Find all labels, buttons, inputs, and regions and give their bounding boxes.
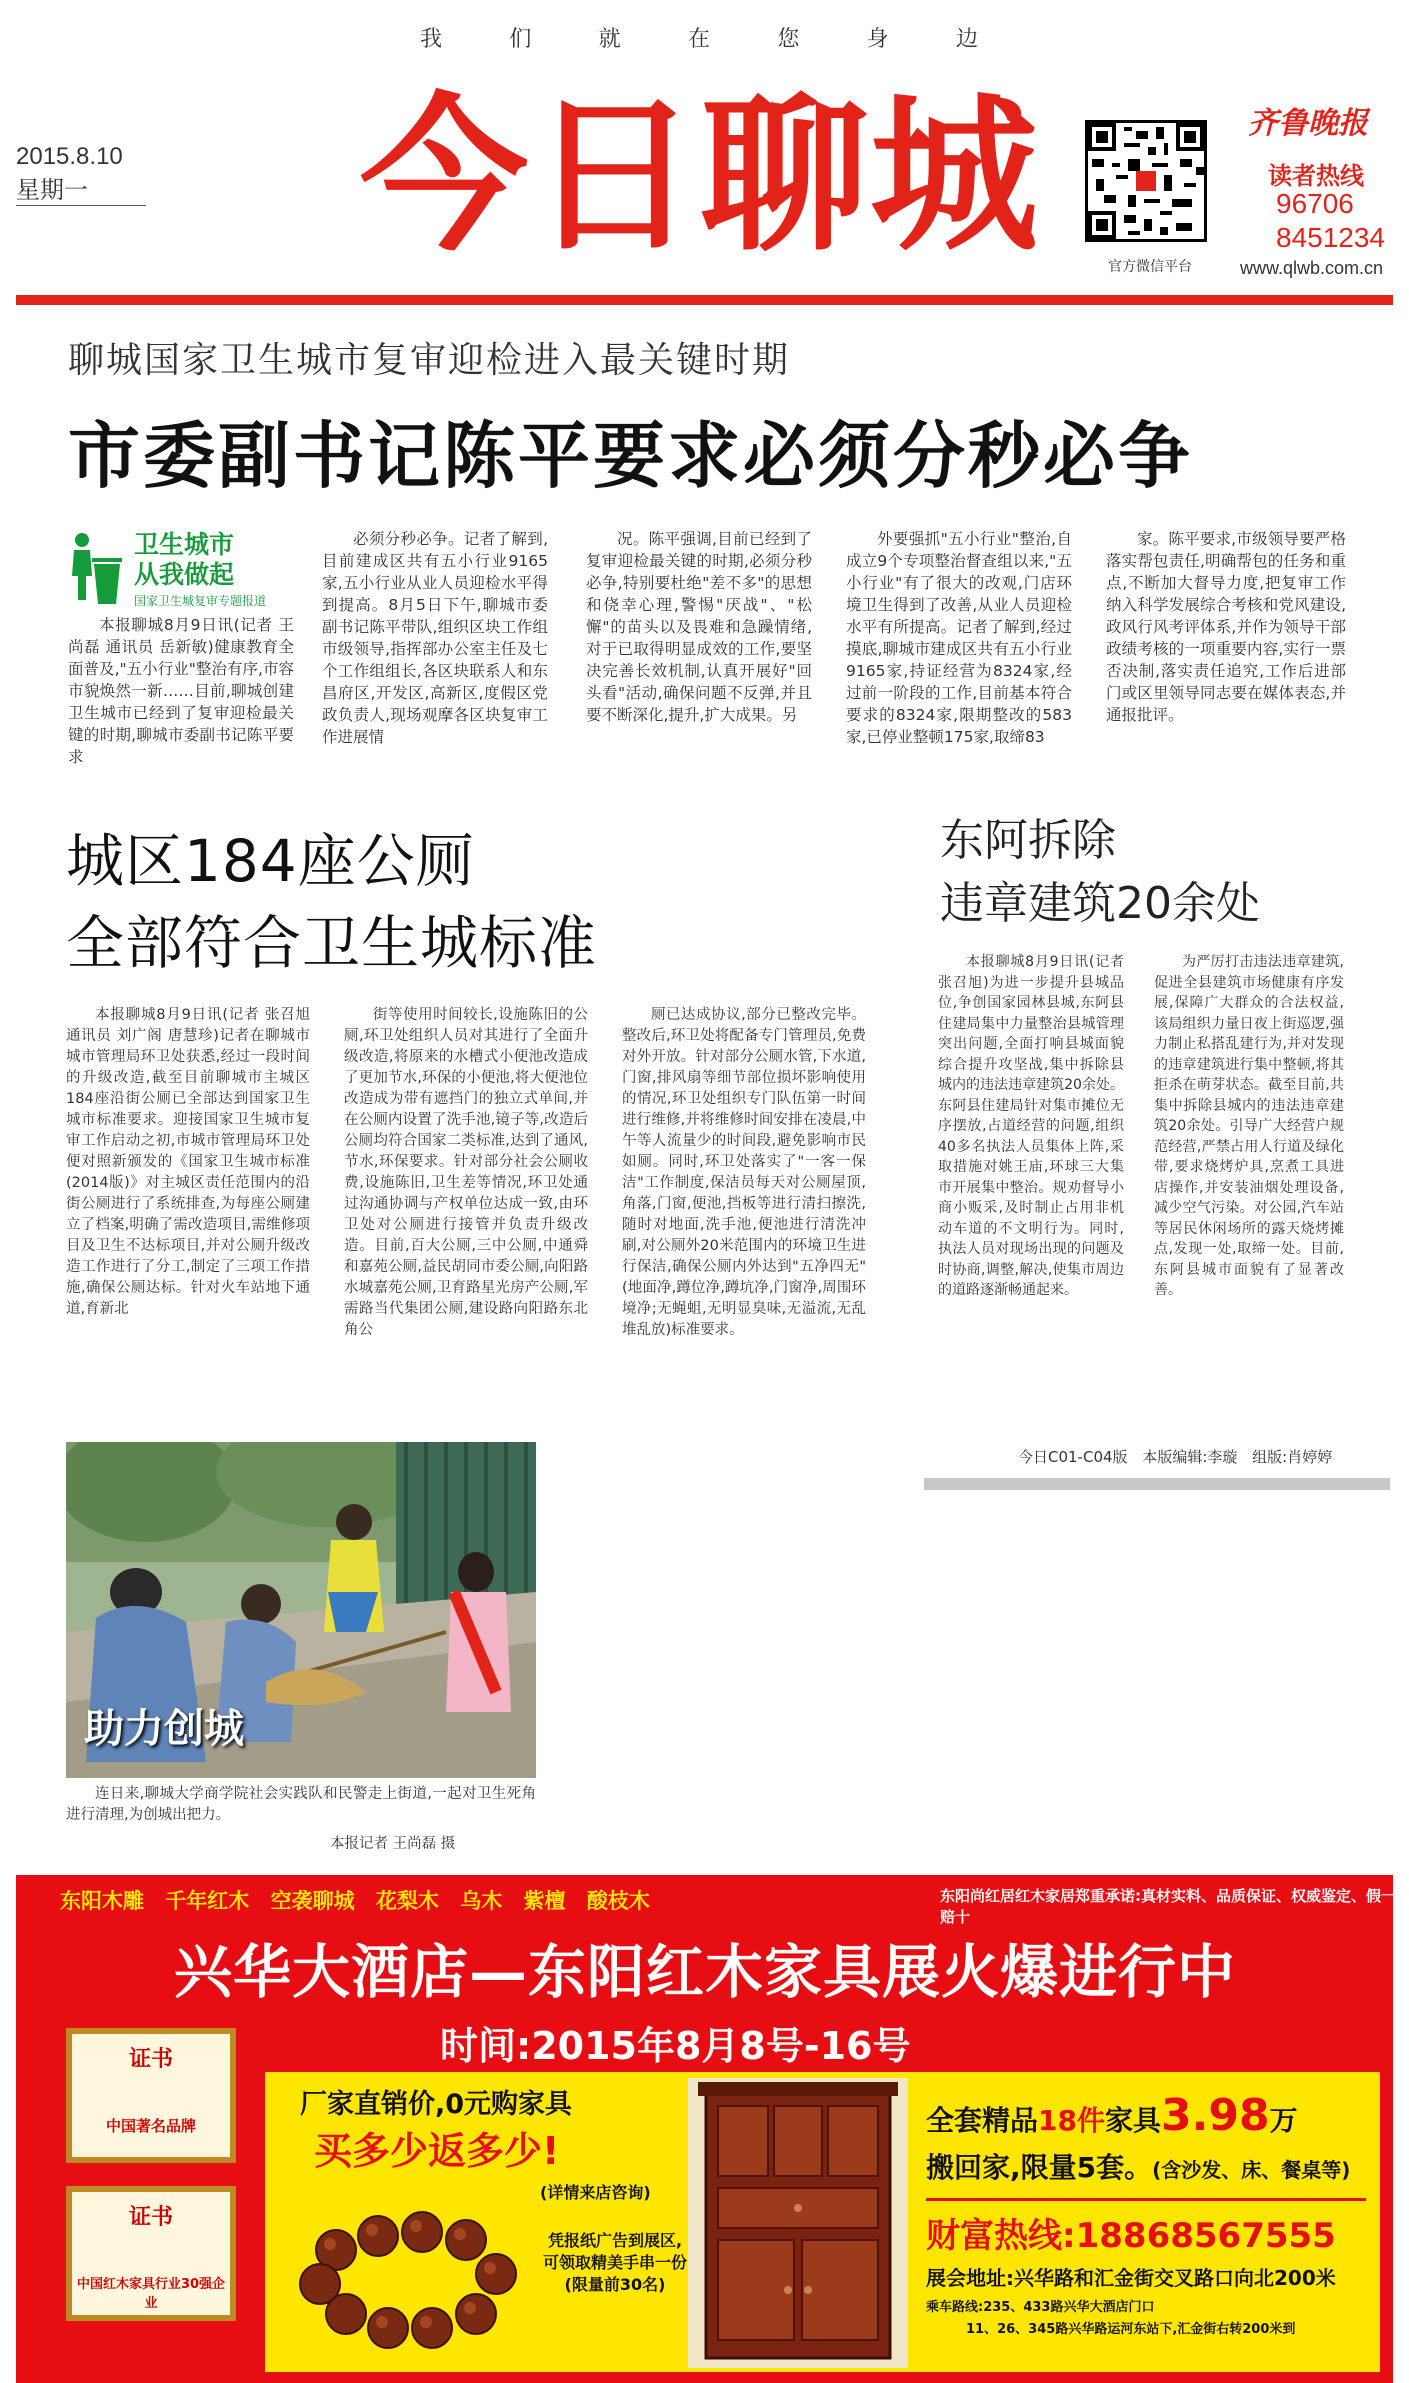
ad-address: 展会地址:兴华路和汇金街交叉路口向北200米 [926,2266,1336,2290]
brand-logo: 齐鲁晚报 [1248,106,1368,141]
ad-promise: 东阳尚红居红木家居郑重承诺:真材实料、品质保证、权威鉴定、假一赔十 [940,1887,1397,1926]
paragraph: 厕已达成协议,部分已整改完毕。整改后,环卫处将配备专门管理员,免费对外开放。针对部分公厕水管,下水道,门窗,排风扇等细节部位损坏影响使用的情况,环卫处组织专门队伍第一时间进行维修,并将维修时间安排在凌晨,中午等人流量少的时间段,避免影响市民如厕。同时,环卫处落实了"一客一保洁"工作制度,保洁员每天对公厕屋顶,角落,门窗,便池,挡板等进行清扫擦洗,随时对地面,洗手池,便池进行清洗冲刷,对公厕外20米范围内的环境卫生进行保洁,确保公厕内外达到"五净四无"(地面净,蹲位净,蹲坑净,门窗净,周围环境净;无蝇蛆,无明显臭味,无溢流,无乱堆乱放)标准要求。 [622,1007,866,1338]
paragraph: 况。陈平强调,目前已经到了复审迎检最关键的时期,必须分秒必争,特别要杜绝"差不多"的思想和侥幸心理,警惕"厌战"、"松懈"的苗头以及畏难和急躁情绪,对于已取得明显成效的工作,要坚决完善长效机制,认真开展好"回头看"活动,确保问题不反弹,并且要不断深化,提升,扩大成果。另 [586,530,812,724]
lead-column-1 [68,614,294,770]
logo-caption: 国家卫生城复审专题报道 [134,594,267,608]
ad-time: 时间:2015年8月8号-16号 [440,2024,911,2068]
ad-rebate: 买多少返多少! [314,2129,560,2173]
paragraph: 必须分秒必争。记者了解到,目前建成区共有五小行业9165家,五小行业从业人员迎检水平得到提高。8月5日下午,聊城市委副书记陈平带队,组织区块工作组市级领导,指挥部办公室主任及七个工作组组长,各区块联系人和东昌府区,开发区,高新区,度假区党政负责人,现场观摩各区块复审工作进展情 [322,530,548,746]
masthead-divider [16,295,1393,305]
toilets-title-line-2: 全部符合卫生城标准 [66,909,598,977]
carry-note: (含沙发、床、餐桌等) [1152,2158,1351,2182]
certificate-2 [66,2186,236,2321]
donge-column-2 [1154,952,1344,1424]
paragraph: 家。陈平要求,市级领导要严格落实帮包责任,明确帮包的任务和重点,不断加大督导力度,把复审工作纳入科学发展综合考核和党风建设,政风行风考评体系,并作为领导干部政绩考核的一项重要内容,实行一票否决制,落实责任追究,工作后进部门或区里领导同志要在媒体表态,并通报批评。 [1106,530,1346,724]
ad-bus-route-2: 11、26、345路兴华路运河东站下,汇金街右转200米到 [966,2322,1296,2337]
website-url[interactable]: www.qlwb.com.cn [1240,258,1384,278]
lead-headline: 市委副书记陈平要求必须分秒必争 [68,414,1194,498]
donge-title-line-1: 东阿拆除 [940,815,1116,866]
photo-overlay-text: 助力创城 [84,1706,244,1752]
campaign-logo [66,530,286,610]
paragraph: 本报聊城8月9日讯(记者 张召旭)为进一步提升县城品位,争创国家园林县城,东阿县住建局集中力量整治县城管理突出问题,全面打响县城面貌综合提升攻坚战,集中拆除县城内的违法违章建筑20余处。东阿县住建局针对集市摊位无序摆放,占道经营的问题,组织40多名执法人员集体上阵,采取措施对姚王庙,环球三大集市开展集中整治。规劝督导小商小贩采,及时制止占用非机动车道的不文明行为。同时,执法人员对现场出现的问题及时协商,调整,解决,使集市周边的道路逐渐畅通起来。 [938,954,1124,1298]
toilets-column-2 [344,1005,588,1380]
slogan-char: 身 [866,27,891,52]
recycle-figure-icon [66,530,126,608]
logo-line-1: 卫生城市 [134,530,235,559]
ad-bus-route-1: 乘车路线:235、433路兴华大酒店门口 [926,2300,1155,2315]
paragraph: 本报聊城8月9日讯(记者 王尚磊 通讯员 岳新敏)健康教育全面普及,"五小行业"整治有序,市容市貌焕然一新……目前,聊城创建卫生城市已经到了复审迎检最关键的时期,聊城市委副书记陈平要求 [68,616,294,766]
ad-carry-home [926,2146,1350,2186]
paragraph: 为严厉打击违法违章建筑,促进全县建筑市场健康有序发展,保障广大群众的合法权益,该局组织力量日夜上街巡逻,强力制止私搭乱建行为,并对发现的违章建筑进行集中整顿,将其拒杀在萌芽状态。截至目前,共集中拆除县城内的违法违章建筑20余处。引导广大经营户规范经营,严禁占用人行道及绿化带,要求烧烤炉具,烹煮工具进店操作,并安装油烟处理设备,减少空气污染。对公园,汽车站等居民休闲场所的露天烧烤摊点,发现一处,取缔一处。目前,东阿县城市面貌有了显著改善。 [1154,954,1344,1298]
logo-line-2: 从我做起 [134,560,235,589]
coupon-line: 凭报纸广告到展区, [547,2231,683,2250]
ad-title: 兴华大酒店—东阳红木家具展火爆进行中 [173,1938,1236,2006]
date-text: 2015.8.10 [16,143,123,170]
gray-divider [924,1478,1390,1490]
paragraph: 外要强抓"五小行业"整治,自成立9个专项整治督查组以来,"五小行业"有了很大的改观,门店环境卫生得到了改善,从业人员迎检水平有所提高。记者了解到,经过摸底,聊城市建成区共有五小行业9165家,持证经营为8324家,经过前一阶段的工作,目前基本符合要求的8324家,限期整改的583家,已停业整顿175家,取缔83 [846,530,1072,746]
slogan-char: 我 [420,27,445,52]
lead-column-3 [586,528,812,770]
set-price: 3.98 [1161,2090,1270,2141]
coupon-line: (限量前30名) [564,2275,666,2294]
price-unit: 万 [1269,2104,1298,2137]
lead-column-4 [846,528,1072,770]
certificate-text: 中国著名品牌 [105,2117,196,2135]
toilets-column-1 [66,1005,310,1380]
masthead-slogan [420,22,980,53]
photo-credit: 本报记者 王尚磊 摄 [330,1836,456,1852]
certificate-text: 中国红木家具行业30强企业 [76,2277,226,2311]
bead-bracelet-icon [296,2210,526,2350]
ad-coupon [540,2230,690,2296]
toilets-column-3 [622,1005,866,1380]
qr-code-icon [1085,120,1207,242]
slogan-char: 在 [687,27,712,52]
ad-divider [926,2198,1366,2201]
hotline-number-1: 96706 [1276,188,1354,219]
weekday-text: 星期一 [16,177,88,204]
set-text: 家具 [1104,2104,1161,2137]
page-editor: 本版编辑:李璇 [1142,1448,1238,1466]
lead-kicker: 聊城国家卫生城市复审迎检进入最关键时期 [68,340,791,381]
coupon-line: 可领取精美手串一份 [542,2253,687,2272]
donge-column-1 [938,952,1124,1424]
lead-column-2 [322,528,548,770]
set-count: 18件 [1038,2104,1105,2137]
redwood-cabinet-icon [688,2078,908,2368]
ad-set-offer [926,2090,1298,2141]
ad-hotline[interactable]: 财富热线:18868567555 [926,2216,1336,2256]
toilets-title-line-1: 城区184座公厕 [66,827,475,895]
carry-text: 搬回家,限量5套。 [926,2151,1153,2184]
donge-title-line-2: 违章建筑20余处 [940,878,1260,929]
news-photo [66,1442,536,1778]
hotline-number-2: 8451234 [1276,222,1386,253]
certificate-title: 证书 [128,2046,173,2072]
ad-rebate-note: (详情来店咨询) [540,2183,651,2202]
newspaper-title: 今日聊城 [360,76,1040,274]
paragraph: 本报聊城8月9日讯(记者 张召旭 通讯员 刘广阁 唐慧珍)记者在聊城市城市管理局环卫处获悉,经过一段时间的升级改造,截至目前聊城市主城区184座沿街公厕已全部达到国家卫生城市标准要求。迎接国家卫生城市复审工作启动之初,市城市管理局环卫处便对照新颁发的《国家卫生城市标准(2014版)》对主城区责任范围内的沿街公厕进行了系统排查,为每座公厕建立了档案,明确了需改造项目,需维修项目及卫生不达标项目,并对公厕升级改造工作进行了分工,制定了三项工作措施,确保公厕达标。针对火车站地下通道,育新北 [66,1007,310,1317]
hotline-label: 读者热线 [1268,162,1364,190]
certificate-1 [66,2028,236,2163]
caption-text: 连日来,聊城大学商学院社会实践队和民警走上街道,一起对卫生死角进行清理,为创城出把力。 [66,1786,536,1823]
paragraph: 街等使用时间较长,设施陈旧的公厕,环卫处组织人员对其进行了全面升级改造,将原来的水槽式小便池改造成了更加节水,环保的小便池,将大便池位改造成为带有遮挡门的独立式单间,并在公厕内设置了洗手池,镜子等,改造后公厕均符合国家二类标准,达到了通风,节水,环保要求。针对部分社会公厕收费,设施陈旧,卫生差等情况,环卫处通过沟通协调与产权单位达成一致,由环卫处对公厕进行接管并负责升级改造。目前,百大公厕,三中公厕,中通舜和嘉苑公厕,益民胡同市委公厕,向阳路水城嘉苑公厕,卫育路星光房产公厕,军需路当代集团公厕,建设路向阳路东北角公 [344,1007,588,1338]
ad-wood-tags: 东阳木雕 千年红木 空袭聊城 花梨木 乌木 紫檀 酸枝木 [60,1889,650,1913]
slogan-char: 边 [955,27,980,52]
slogan-char: 您 [777,27,802,52]
page-info [1018,1446,1332,1467]
date-underline [16,205,146,206]
photo-caption [66,1784,536,1826]
qr-label: 官方微信平台 [1108,259,1192,275]
slogan-char: 就 [598,27,623,52]
page-layout-credit: 组版:肖婷婷 [1252,1448,1333,1466]
lead-column-5 [1106,528,1346,770]
set-text: 全套精品 [926,2104,1039,2137]
slogan-char: 们 [509,27,534,52]
page-section: 今日C01-C04版 [1018,1448,1128,1466]
issue-date [16,140,123,208]
certificate-title: 证书 [128,2204,173,2230]
ad-factory-price: 厂家直销价,0元购家具 [300,2089,573,2120]
